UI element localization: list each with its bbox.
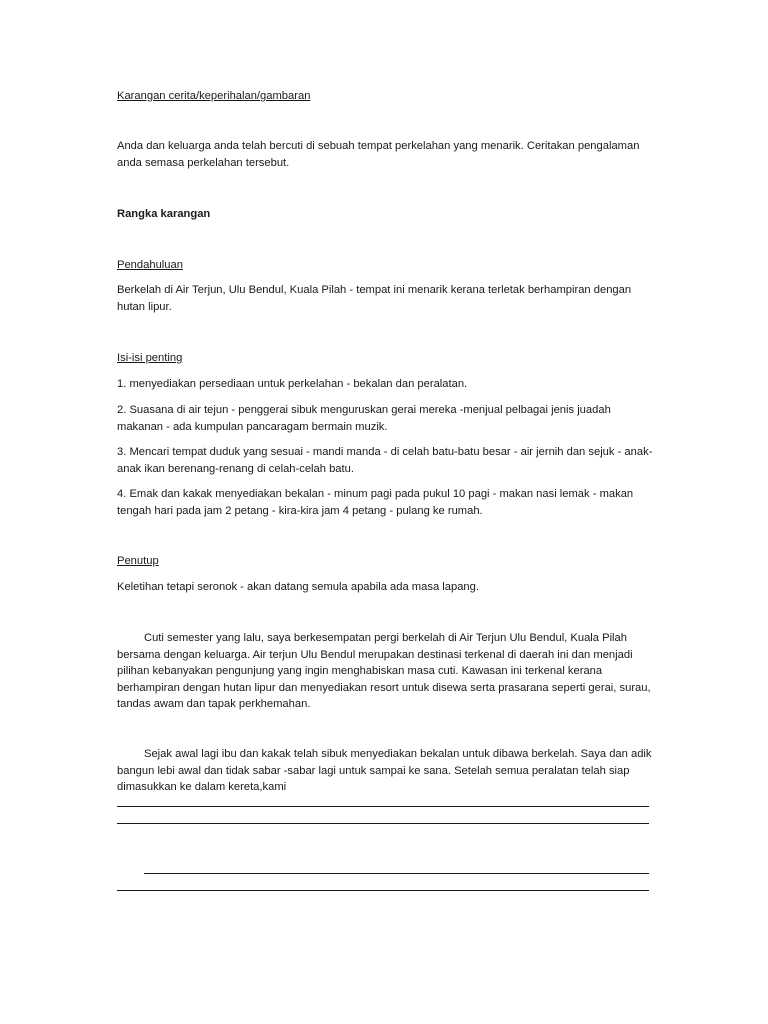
body-point-3: 3. Mencari tempat duduk yang sesuai - mandi manda - di celah batu-batu besar - air jernih dan sejuk - anak-anak ikan berenang-renang di celah-celah batu. <box>117 446 653 475</box>
document-heading: Karangan cerita/keperihalan/gambaran <box>117 90 311 102</box>
body-point-2: 2. Suasana di air tejun - penggerai sibuk menguruskan gerai mereka -menjual pelbagai jenis juadah makanan - ada kumpulan pancaragam bermain muzik. <box>117 404 611 433</box>
essay-paragraph-1: Cuti semester yang lalu, saya berkesempatan pergi berkelah di Air Terjun Ulu Bendul, Kuala Pilah bersama dengan keluarga. Air terjun Ulu Bendul merupakan destinasi terkenal di daerah ini dan menjadi pilihan kebanyakan pengunjung yang ingin menghabiskan masa cuti. Kawasan ini terkenal kerana berhampiran dengan hutan lipur dan menyediakan resort untuk disewa serta prasarana seperti gerai, surau, tandas awam dan tapak perkhemahan. <box>117 632 651 710</box>
body-point-1: 1. menyediakan persediaan untuk perkelahan - bekalan dan peralatan. <box>117 378 468 390</box>
essay-paragraph-2: Sejak awal lagi ibu dan kakak telah sibuk menyediakan bekalan untuk dibawa berkelah. Saya dan adik bangun lebi awal dan tidak sabar -sabar lagi untuk sampai ke sana. Setelah semua peralatan telah siap dimasukkan ke dalam kereta,kami <box>117 748 652 793</box>
closing-text: Keletihan tetapi seronok - akan datang semula apabila ada masa lapang. <box>117 581 479 593</box>
writing-line <box>144 873 649 874</box>
writing-line <box>117 806 649 807</box>
writing-line <box>117 823 649 824</box>
body-points-title: Isi-isi penting <box>117 352 183 364</box>
outline-title: Rangka karangan <box>117 208 211 220</box>
intro-text: Berkelah di Air Terjun, Ulu Bendul, Kuala Pilah - tempat ini menarik kerana terletak berhampiran dengan hutan lipur. <box>117 284 632 313</box>
closing-title: Penutup <box>117 555 159 567</box>
intro-title: Pendahuluan <box>117 259 183 271</box>
essay-question: Anda dan keluarga anda telah bercuti di sebuah tempat perkelahan yang menarik. Ceritakan pengalaman anda semasa perkelahan tersebut. <box>117 140 640 169</box>
body-point-4: 4. Emak dan kakak menyediakan bekalan - minum pagi pada pukul 10 pagi - makan nasi lemak - makan tengah hari pada jam 2 petang - kira-kira jam 4 petang - pulang ke rumah. <box>117 488 634 517</box>
writing-line <box>117 890 649 891</box>
